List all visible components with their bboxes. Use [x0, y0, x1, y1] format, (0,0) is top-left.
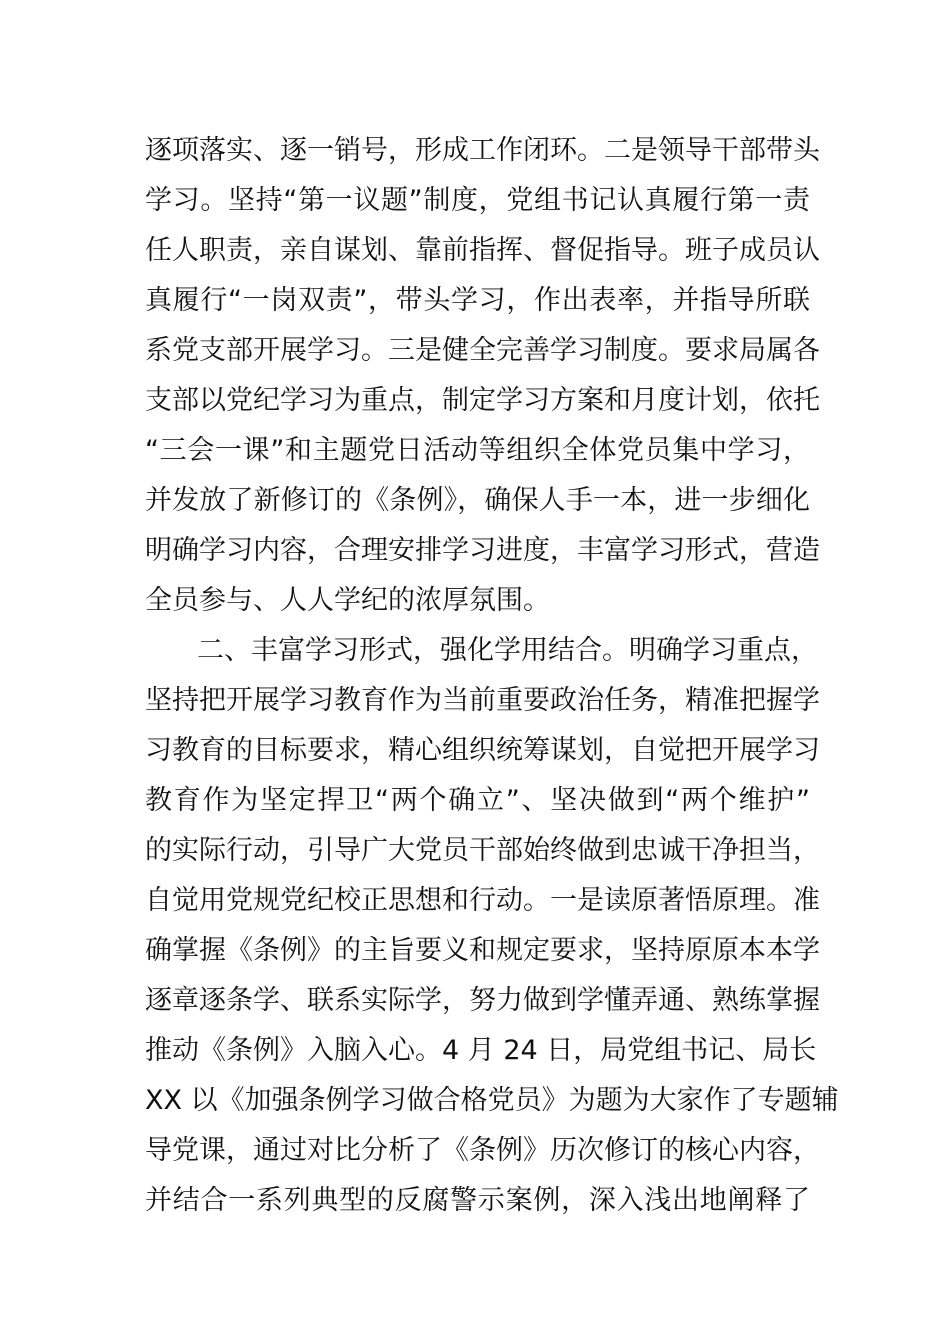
- text-line: 教育作为坚定捍卫“两个确立”、坚决做到“两个维护”: [145, 785, 810, 816]
- text-line: 系党支部开展学习。三是健全完善学习制度。要求局属各: [145, 335, 820, 366]
- text-line: 的实际行动，引导广大党员干部始终做到忠诚干净担当，: [145, 835, 820, 866]
- text-line: 习教育的目标要求，精心组织统筹谋划，自觉把开展学习: [145, 735, 820, 766]
- text-line: 导党课，通过对比分析了《条例》历次修订的核心内容，: [145, 1135, 820, 1166]
- text-line: 学习。坚持“第一议题”制度，党组书记认真履行第一责: [145, 185, 810, 216]
- text-line: 自觉用党规党纪校正思想和行动。一是读原著悟原理。准: [145, 885, 820, 916]
- text-line: “三会一课”和主题党日活动等组织全体党员集中学习，: [145, 435, 810, 466]
- text-line: 全员参与、人人学纪的浓厚氛围。: [145, 585, 550, 616]
- section-heading-line: 二、丰富学习形式，强化学用结合。明确学习重点，: [197, 635, 818, 666]
- text-line: 真履行“一岗双责”，带头学习，作出表率，并指导所联: [145, 285, 810, 316]
- text-line: 支部以党纪学习为重点，制定学习方案和月度计划，依托: [145, 385, 820, 416]
- text-line: 并结合一系列典型的反腐警示案例，深入浅出地阐释了: [145, 1185, 810, 1216]
- text-line: 坚持把开展学习教育作为当前重要政治任务，精准把握学: [145, 685, 820, 716]
- text-line: 确掌握《条例》的主旨要义和规定要求，坚持原原本本学: [145, 935, 820, 966]
- text-line: XX 以《加强条例学习做合格党员》为题为大家作了专题辅: [145, 1085, 839, 1116]
- text-line: 推动《条例》入脑入心。4 月 24 日，局党组书记、局长: [145, 1035, 817, 1066]
- text-line: 逐章逐条学、联系实际学，努力做到学懂弄通、熟练掌握: [145, 985, 820, 1016]
- text-line: 任人职责，亲自谋划、靠前指挥、督促指导。班子成员认: [145, 235, 820, 266]
- text-line: 逐项落实、逐一销号，形成工作闭环。二是领导干部带头: [145, 135, 820, 166]
- text-line: 并发放了新修订的《条例》，确保人手一本，进一步细化: [145, 485, 810, 516]
- text-line: 明确学习内容，合理安排学习进度，丰富学习形式，营造: [145, 535, 820, 566]
